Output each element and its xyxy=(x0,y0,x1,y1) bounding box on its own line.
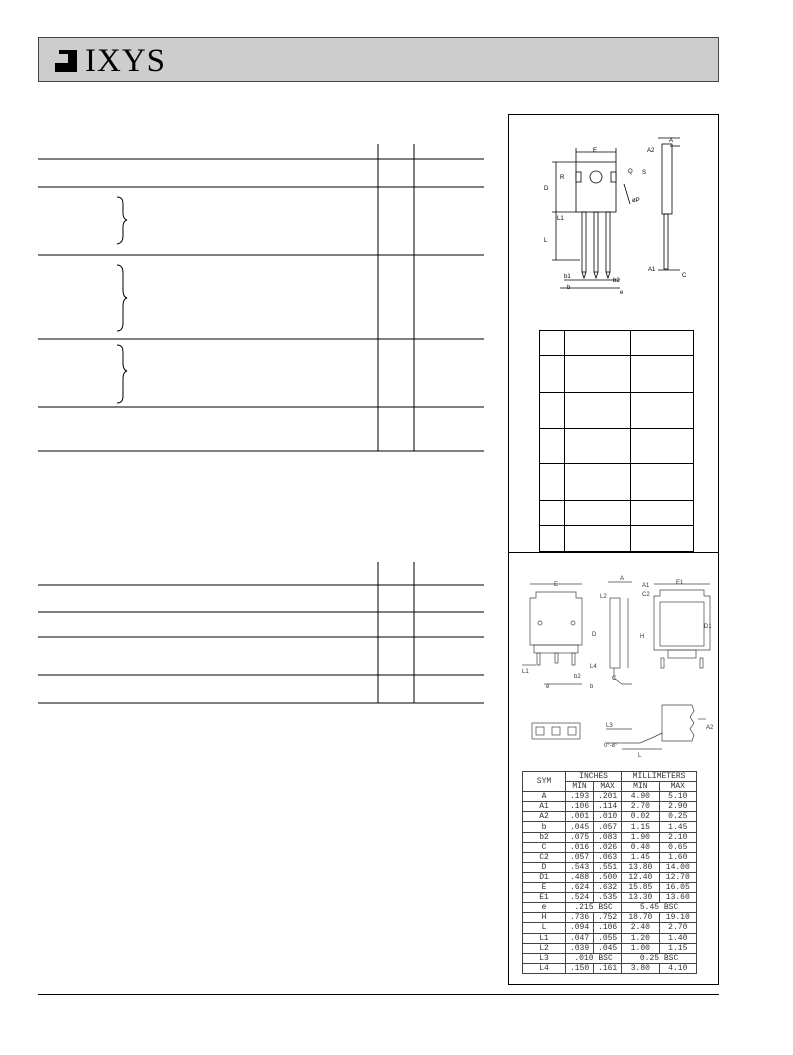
dim-sym: D xyxy=(523,862,566,872)
dimension-row xyxy=(523,842,697,852)
dim-in-max: .057 xyxy=(594,822,622,832)
dimension-row xyxy=(523,822,697,832)
dimension-row xyxy=(523,943,697,953)
dim-in-max: .752 xyxy=(594,913,622,923)
dim-mm-max: 1.60 xyxy=(659,852,696,862)
dim-in-min: .075 xyxy=(566,832,594,842)
dim-in-min: .624 xyxy=(566,883,594,893)
dim-mm-min: 12.40 xyxy=(622,872,659,882)
label-E: E xyxy=(554,582,559,588)
dim-in-span: .010 BSC xyxy=(566,953,622,963)
label-L: L xyxy=(638,753,642,759)
dim-in-min: .736 xyxy=(566,913,594,923)
dim-mm-min: 1.20 xyxy=(622,933,659,943)
dim-in-max: .106 xyxy=(594,923,622,933)
dim-mm-min: 1.00 xyxy=(622,943,659,953)
label-C: C xyxy=(612,676,617,682)
dim-in-max: .161 xyxy=(594,963,622,973)
footer-rule xyxy=(38,994,719,995)
header-mm-min: MIN xyxy=(622,782,659,792)
dim-in-max: .026 xyxy=(594,842,622,852)
dim-sym: b2 xyxy=(523,832,566,842)
label-L1: L1 xyxy=(522,669,529,675)
label-A1: A1 xyxy=(642,583,650,589)
brand-name: IXYS xyxy=(85,43,167,79)
dim-in-max: .063 xyxy=(594,852,622,862)
dim-in-min: .057 xyxy=(566,852,594,862)
label-e: e xyxy=(620,290,624,296)
dimension-row xyxy=(523,953,697,963)
dim-in-min: .524 xyxy=(566,893,594,903)
label-L2: L2 xyxy=(600,594,607,600)
label-b2: b2 xyxy=(613,278,620,284)
dim-sym: C2 xyxy=(523,852,566,862)
dim-mm-min: 13.30 xyxy=(622,893,659,903)
label-b: b xyxy=(567,285,571,291)
label-b: b xyxy=(590,684,594,690)
label-H: H xyxy=(640,634,645,640)
dim-mm-max: 0.65 xyxy=(659,842,696,852)
dim-mm-max: 13.60 xyxy=(659,893,696,903)
dim-mm-max: 12.70 xyxy=(659,872,696,882)
dim-mm-min: 1.90 xyxy=(622,832,659,842)
dim-sym: b xyxy=(523,822,566,832)
dim-mm-min: 1.45 xyxy=(622,852,659,862)
dim-mm-max: 0.25 xyxy=(659,812,696,822)
dim-mm-min: 1.15 xyxy=(622,822,659,832)
label-C: C xyxy=(682,273,687,279)
header-sym: SYM xyxy=(523,772,566,792)
label-D1: D1 xyxy=(704,624,712,630)
label-C2: C2 xyxy=(642,592,650,598)
label-D: D xyxy=(592,632,597,638)
label-E: E xyxy=(593,148,598,154)
dim-mm-min: 15.85 xyxy=(622,883,659,893)
dim-sym: L2 xyxy=(523,943,566,953)
dimension-row xyxy=(523,933,697,943)
dim-sym: H xyxy=(523,913,566,923)
dimension-row xyxy=(523,852,697,862)
dimension-row xyxy=(523,802,697,812)
dimension-row xyxy=(523,963,697,973)
label-S: S xyxy=(642,170,647,176)
dim-mm-span: 0.25 BSC xyxy=(622,953,697,963)
dim-mm-max: 19.10 xyxy=(659,913,696,923)
label-oP: øP xyxy=(632,198,640,204)
label-A2: A2 xyxy=(706,725,714,731)
label-E1: E1 xyxy=(676,580,684,586)
spec-tables xyxy=(38,140,488,710)
dim-mm-max: 2.70 xyxy=(659,923,696,933)
label-A1: A1 xyxy=(648,267,656,273)
dim-in-max: .500 xyxy=(594,872,622,882)
dimension-row xyxy=(523,883,697,893)
dim-mm-max: 2.90 xyxy=(659,802,696,812)
dim-in-max: .083 xyxy=(594,832,622,842)
dimension-row xyxy=(523,832,697,842)
label-A2: A2 xyxy=(647,148,655,154)
header-band xyxy=(38,37,719,82)
dim-mm-min: 3.80 xyxy=(622,963,659,973)
dim-in-max: .632 xyxy=(594,883,622,893)
dim-mm-max: 1.15 xyxy=(659,943,696,953)
dim-in-max: .045 xyxy=(594,943,622,953)
dim-mm-min: 4.90 xyxy=(622,792,659,802)
label-angle: 0°-8° xyxy=(604,743,618,749)
dim-in-max: .010 xyxy=(594,812,622,822)
label-R: R xyxy=(560,175,565,181)
dim-in-min: .016 xyxy=(566,842,594,852)
dim-mm-min: 2.40 xyxy=(622,923,659,933)
dim-in-min: .039 xyxy=(566,943,594,953)
dim-in-min: .045 xyxy=(566,822,594,832)
dim-in-max: .535 xyxy=(594,893,622,903)
dim-mm-min: 13.80 xyxy=(622,862,659,872)
dim-mm-max: 16.05 xyxy=(659,883,696,893)
label-D: D xyxy=(544,186,549,192)
d3pak-package-drawing xyxy=(522,570,712,695)
header-mm-max: MAX xyxy=(659,782,696,792)
dim-mm-span: 5.45 BSC xyxy=(622,903,697,913)
dim-mm-min: 0.40 xyxy=(622,842,659,852)
label-L3: L3 xyxy=(606,723,613,729)
dim-mm-max: 2.10 xyxy=(659,832,696,842)
dimension-table xyxy=(522,771,697,974)
dim-sym: L3 xyxy=(523,953,566,963)
dim-mm-min: 2.70 xyxy=(622,802,659,812)
dim-sym: D1 xyxy=(523,872,566,882)
header-in-max: MAX xyxy=(594,782,622,792)
dim-sym: A xyxy=(523,792,566,802)
dim-mm-max: 4.10 xyxy=(659,963,696,973)
dim-sym: L4 xyxy=(523,963,566,973)
dimension-row xyxy=(523,872,697,882)
dim-in-min: .094 xyxy=(566,923,594,933)
dim-sym: L1 xyxy=(523,933,566,943)
header-in-min: MIN xyxy=(566,782,594,792)
dimension-row xyxy=(523,893,697,903)
to247-package-drawing xyxy=(540,132,700,302)
header-mm: MILLIMETERS xyxy=(622,772,697,782)
dim-in-min: .106 xyxy=(566,802,594,812)
dim-mm-max: 14.00 xyxy=(659,862,696,872)
dim-in-max: .551 xyxy=(594,862,622,872)
ixys-logo-icon xyxy=(55,50,77,72)
dim-in-max: .201 xyxy=(594,792,622,802)
dim-in-span: .215 BSC xyxy=(566,903,622,913)
dimension-table-header xyxy=(523,772,697,782)
dim-mm-max: 1.40 xyxy=(659,933,696,943)
package-divider xyxy=(508,552,719,553)
label-A: A xyxy=(669,138,674,144)
label-L4: L4 xyxy=(590,664,597,670)
dim-mm-min: 18.70 xyxy=(622,913,659,923)
dim-in-min: .047 xyxy=(566,933,594,943)
dimension-row xyxy=(523,862,697,872)
dim-sym: C xyxy=(523,842,566,852)
dimension-row xyxy=(523,913,697,923)
dim-sym: A2 xyxy=(523,812,566,822)
header-inches: INCHES xyxy=(566,772,622,782)
dim-sym: L xyxy=(523,923,566,933)
dimension-row xyxy=(523,923,697,933)
dim-sym: E1 xyxy=(523,893,566,903)
dim-in-min: .193 xyxy=(566,792,594,802)
label-Q: Q xyxy=(628,169,633,175)
dimension-row xyxy=(523,792,697,802)
label-L1: L1 xyxy=(557,216,564,222)
label-b2: b2 xyxy=(574,674,581,680)
lead-foot-detail-drawing xyxy=(522,697,717,762)
pin-table xyxy=(539,330,694,552)
dim-mm-max: 1.45 xyxy=(659,822,696,832)
dim-in-min: .543 xyxy=(566,862,594,872)
dimension-row xyxy=(523,812,697,822)
dim-sym: A1 xyxy=(523,802,566,812)
dimension-row xyxy=(523,903,697,913)
label-L: L xyxy=(544,238,548,244)
dim-in-max: .055 xyxy=(594,933,622,943)
dim-mm-max: 5.10 xyxy=(659,792,696,802)
label-b1: b1 xyxy=(564,274,571,280)
dim-in-max: .114 xyxy=(594,802,622,812)
dim-in-min: .488 xyxy=(566,872,594,882)
dim-in-min: .001 xyxy=(566,812,594,822)
label-e: e xyxy=(546,684,550,690)
dim-sym: e xyxy=(523,903,566,913)
dim-sym: E xyxy=(523,883,566,893)
dim-mm-min: 0.02 xyxy=(622,812,659,822)
label-A: A xyxy=(620,576,625,582)
dim-in-min: .150 xyxy=(566,963,594,973)
